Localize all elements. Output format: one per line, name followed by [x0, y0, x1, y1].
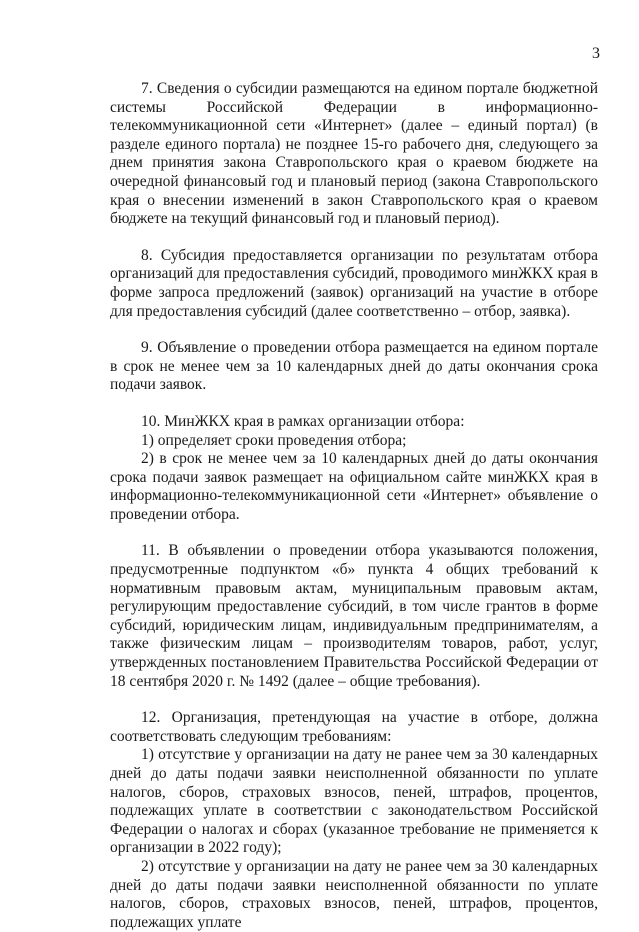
- page-number: 3: [592, 45, 600, 62]
- paragraph-9: 9. Объявление о проведении отбора размещается на едином портале в срок не менее чем за 10 календарных дней до даты окончания срока подачи заявок.: [110, 339, 598, 394]
- paragraph-12-item-2: 2) отсутствие у организации на дату не ранее чем за 30 календарных дней до даты подачи заявки неисполненной обязанности по уплате налогов, сборов, страховых взносов, пеней, штрафов, процентов, подлежащих уплате: [110, 857, 598, 931]
- paragraph-12: 12. Организация, претендующая на участие в отборе, должна соответствовать следующим требованиям:: [110, 709, 598, 745]
- paragraph-8: 8. Субсидия предоставляется организации по результатам отбора организаций для предоставления субсидий, проводимого минЖКХ края в форме запроса предложений (заявок) организаций на участие в отборе для предоставления субсидий (далее соответственно – отбор, заявка).: [110, 246, 598, 320]
- paragraph-11: 11. В объявлении о проведении отбора указываются положения, предусмотренные подпунктом «б» пункта 4 общих требований к нормативным правовым актам, муниципальным правовым актам, регулирующим предоставление субсидий, в том числе грантов в форме субсидий, юридическим лицам, индивидуальным предпринимателям, а также физическим лицам – производителям товаров, работ, услуг, утвержденных постановлением Правительства Российской Федерации от 18 сентября 2020 г. № 1492 (далее – общие требования).: [110, 542, 598, 690]
- document-body: [110, 80, 598, 932]
- paragraph-7: 7. Сведения о субсидии размещаются на едином портале бюджетной системы Российской Федерации в информационно-телекоммуникационной сети «Интернет» (далее – единый портал) (в разделе единого портала) не позднее 15-го рабочего дня, следующего за днем принятия закона Ставропольского края о краевом бюджете на очередной финансовый год и плановый период (закона Ставропольского края о внесении изменений в закон Ставропольского края о краевом бюджете на текущий финансовый год и плановый период).: [110, 80, 598, 228]
- paragraph-12-item-1: 1) отсутствие у организации на дату не ранее чем за 30 календарных дней до даты подачи заявки неисполненной обязанности по уплате налогов, сборов, страховых взносов, пеней, штрафов, процентов, подлежащих уплате в соответствии с законодательством Российской Федерации о налогах и сборах (указанное требование не применяется к организации в 2022 году);: [110, 746, 598, 857]
- paragraph-10: 10. МинЖКХ края в рамках организации отбора:: [141, 412, 465, 430]
- paragraph-10-item-1: 1) определяет сроки проведения отбора;: [141, 431, 407, 449]
- paragraph-10-item-2: 2) в срок не менее чем за 10 календарных дней до даты окончания срока подачи заявок размещает на официальном сайте минЖКХ края в информационно-телекоммуникационной сети «Интернет» объявление о проведении отбора.: [110, 450, 598, 523]
